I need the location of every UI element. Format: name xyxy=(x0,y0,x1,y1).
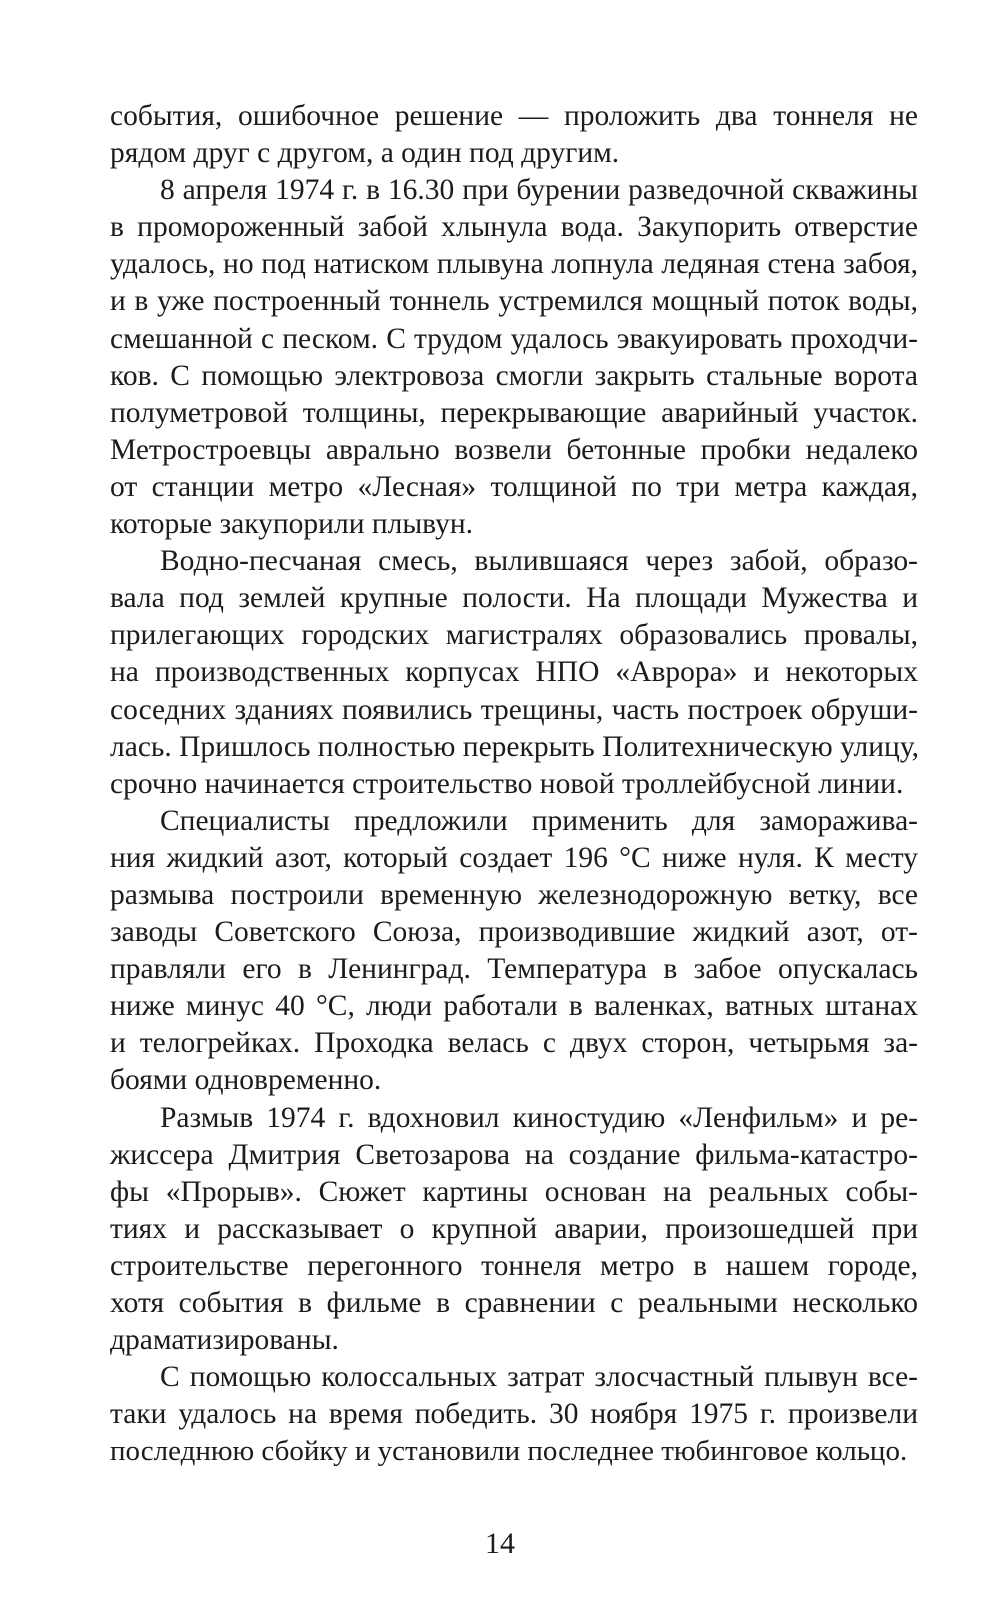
paragraph xyxy=(110,172,918,543)
text-line: последнюю сбойку и установили последнее тюбинговое кольцо. xyxy=(110,1435,908,1468)
text-line: Размыв 1974 г. вдохновил киностудию «Ленфильм» и ре- xyxy=(160,1101,918,1134)
text-line: в промороженный забой хлынула вода. Закупорить отверстие xyxy=(110,211,918,244)
text-line: Специалисты предложили применить для заморажива- xyxy=(160,804,918,837)
text-line: и телогрейках. Проходка велась с двух сторон, четырьмя за- xyxy=(110,1027,918,1060)
text-line: драматизированы. xyxy=(110,1324,339,1357)
text-line: смешанной с песком. С трудом удалось эвакуировать проходчи- xyxy=(110,322,918,355)
text-line: ния жидкий азот, который создает 196 °С ниже нуля. К месту xyxy=(110,841,918,874)
paragraph xyxy=(110,543,918,803)
text-line: правляли его в Ленинград. Температура в забое опускалась xyxy=(110,953,918,986)
paragraph xyxy=(110,1359,918,1470)
text-line: хотя события в фильме в сравнении с реальными несколько xyxy=(110,1287,918,1319)
text-line: лась. Пришлось полностью перекрыть Политехническую улицу, xyxy=(110,730,919,763)
text-line: которые закупорили плывун. xyxy=(110,508,474,541)
page-text xyxy=(110,98,918,1470)
text-line: Метростроевцы аврально возвели бетонные пробки недалеко xyxy=(110,433,918,466)
text-line: размыва построили временную железнодорожную ветку, все xyxy=(110,878,918,911)
text-line: жиссера Дмитрия Светозарова на создание фильма-катастро- xyxy=(110,1138,918,1171)
text-line: заводы Советского Союза, производившие жидкий азот, от- xyxy=(110,916,918,949)
text-line: прилегающих городских магистралях образовались провалы, xyxy=(110,619,918,652)
text-line: фы «Прорыв». Сюжет картины основан на реальных собы- xyxy=(110,1175,918,1208)
text-line: срочно начинается строительство новой троллейбусной линии. xyxy=(110,767,904,800)
text-line: соседних зданиях появились трещины, часть построек обруши- xyxy=(110,693,918,726)
text-line: 8 апреля 1974 г. в 16.30 при бурении разведочной скважины xyxy=(160,174,918,207)
text-line: ниже минус 40 °С, люди работали в валенках, ватных штанах xyxy=(110,990,918,1023)
text-line: ков. С помощью электровоза смогли закрыть стальные ворота xyxy=(110,359,918,392)
text-line: вала под землей крупные полости. На площади Мужества и xyxy=(110,582,918,615)
text-line: строительстве перегонного тоннеля метро в нашем городе, xyxy=(110,1249,918,1282)
text-line: события, ошибочное решение — проложить два тоннеля не xyxy=(110,100,918,132)
text-line: удалось, но под натиском плывуна лопнула ледяная стена забоя, xyxy=(110,248,918,281)
page-number: 14 xyxy=(485,1527,515,1560)
text-line: рядом друг с другом, а один под другим. xyxy=(110,137,620,170)
paragraph xyxy=(110,98,918,172)
paragraph xyxy=(110,803,918,1100)
text-line: от станции метро «Лесная» толщиной по три метра каждая, xyxy=(110,470,918,503)
text-line: С помощью колоссальных затрат злосчастный плывун все- xyxy=(160,1361,918,1394)
text-line: боями одновременно. xyxy=(110,1064,382,1097)
paragraph xyxy=(110,1100,918,1360)
text-line: на производственных корпусах НПО «Аврора» и некоторых xyxy=(110,656,918,689)
text-line: полуметровой толщины, перекрывающие аварийный участок. xyxy=(110,396,918,429)
text-line: тиях и рассказывает о крупной аварии, произошедшей при xyxy=(110,1212,918,1245)
text-line: таки удалось на время победить. 30 ноября 1975 г. произвели xyxy=(110,1398,918,1431)
text-line: Водно-песчаная смесь, вылившаяся через забой, образо- xyxy=(160,545,918,578)
text-line: и в уже построенный тоннель устремился мощный поток воды, xyxy=(110,285,918,318)
